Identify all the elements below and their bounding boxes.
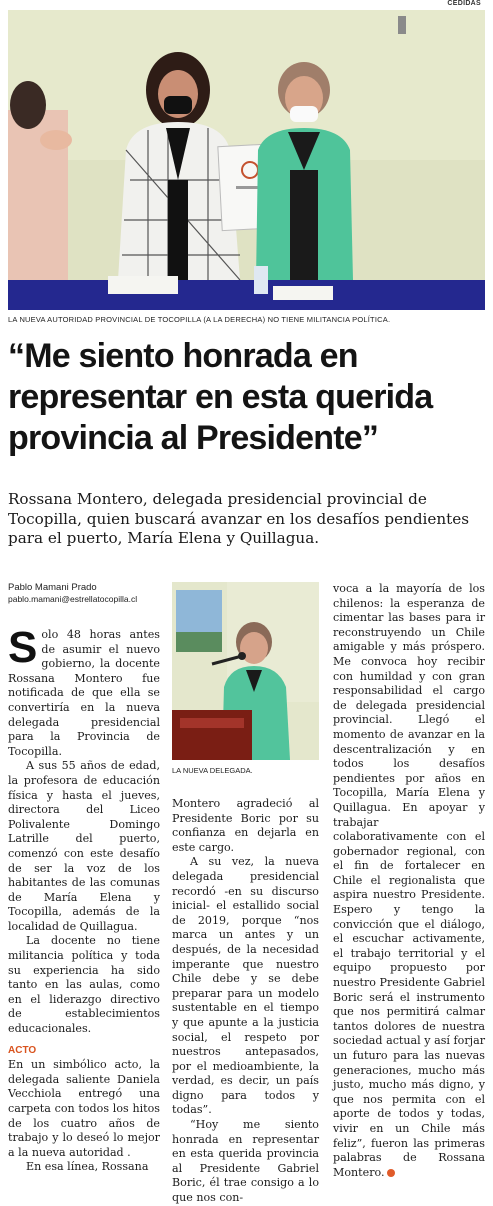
- article-paragraph: A su vez, la nueva delegada presidencial recordó -en su discurso inicial- el estallido social de 2019, porque “nos marca un antes y un después, de la necesidad imperante que nuestro Chile debe y se debe preparar para un modelo sustentable en el tiempo y que apunte a la justicia social, el respeto por nuestros antepasados, por el medioambiente, la verdad, es decir, un país digno para todos y todas”.: [172, 855, 319, 1117]
- article-paragraph: [333, 582, 485, 1180]
- article-column-2: [172, 797, 319, 1206]
- article-column-1: [8, 623, 160, 1175]
- article-paragraph: En esa línea, Rossana: [26, 1160, 149, 1174]
- headline: “Me siento honrada en representar en esta querida provincia al Presidente”: [8, 337, 433, 457]
- secondary-photo: [172, 582, 319, 760]
- section-label: ACTO: [8, 1044, 37, 1056]
- deck-subtitle: Rossana Montero, delegada presidencial provincial de Tocopilla, quien buscará avanzar en los desafíos pendientes para el puerto, María Elena y Quillagua.: [8, 490, 470, 547]
- secondary-photo-caption: LA NUEVA DELEGADA.: [172, 766, 253, 775]
- article-paragraph: A sus 55 años de edad, la profesora de educación física y hasta el jueves, directora del Liceo Polivalente Domingo Latrille del puerto, comenzó con este desafío de ser la voz de los habitantes de las comunas de María Elena y Tocopilla, además de la localidad de Quillagua.: [8, 759, 160, 933]
- photo-credit: CEDIDAS: [447, 0, 481, 7]
- end-of-article-icon: [387, 1169, 395, 1177]
- article-paragraph: En un simbólico acto, la delegada saliente Daniela Vecchiola entregó una carpeta con todos los hitos de los cuatro años de trabajo y lo deseó lo mejor a la nueva autoridad .: [8, 1058, 160, 1159]
- article-paragraph: “Hoy me siento honrada en representar en esta querida provincia al Presidente Gabriel Boric, él trae consigo a lo que nos con-: [172, 1118, 319, 1205]
- dropcap: S: [8, 623, 38, 672]
- byline-author: Pablo Mamani Prado: [8, 582, 97, 593]
- paragraph-text: voca a la mayoría de los chilenos: la esperanza de cimentar las bases para ir reconstruyendo un Chile amigable y más próspero. Me convoca hoy recibir con humildad y con gran responsabilidad el cargo de delegada presidencial provincial. Llegó el momento de avanzar en la descentralización y en todos los desafíos pendientes por años en Tocopilla, María Elena y Quillagua. En apoyar y trabajar colaborativamente con el gobernador regional, con el fin de fortalecer en Chile el regionalista que aspira nuestro Presidente. Espero y tengo la convicción que el diálogo, el escuchar activamente, el trabajo territorial y el equipo propuesto por nuestro Presidente Gabriel Boric será el instrumento que nos permitirá calmar tantos dolores de nuestra sociedad actual y así forjar un futuro para las nuevas generaciones, mucho más justo, mucho más digno, y que nos permita con el aporte de todos y todas, vivir en un Chile más feliz”, fueron las primeras palabras de Rossana Montero.: [333, 582, 485, 1179]
- article-paragraph: La docente no tiene militancia política y toda su experiencia ha sido tanto en las aulas, como en el liderazgo directivo de establecimientos educacionales.: [8, 934, 160, 1036]
- main-photo-illustration: [8, 10, 485, 310]
- secondary-photo-illustration: [172, 582, 319, 760]
- paragraph-text: olo 48 horas antes de asumir el nuevo gobierno, la docente Rossana Montero fue notificada de que ella se convertiría en la nueva delegada presidencial para la Provincia de Tocopilla.: [8, 628, 160, 758]
- article-column-3: [333, 582, 485, 1180]
- article-paragraph: [8, 623, 160, 759]
- byline-email: pablo.mamani@estrellatocopilla.cl: [8, 594, 138, 604]
- main-photo: [8, 10, 485, 310]
- main-photo-caption: LA NUEVA AUTORIDAD PROVINCIAL DE TOCOPILLA (A LA DERECHA) NO TIENE MILITANCIA POLÍTICA.: [8, 315, 391, 324]
- article-paragraph: Montero agradeció al Presidente Boric por su confianza en dejarla en este cargo.: [172, 797, 319, 854]
